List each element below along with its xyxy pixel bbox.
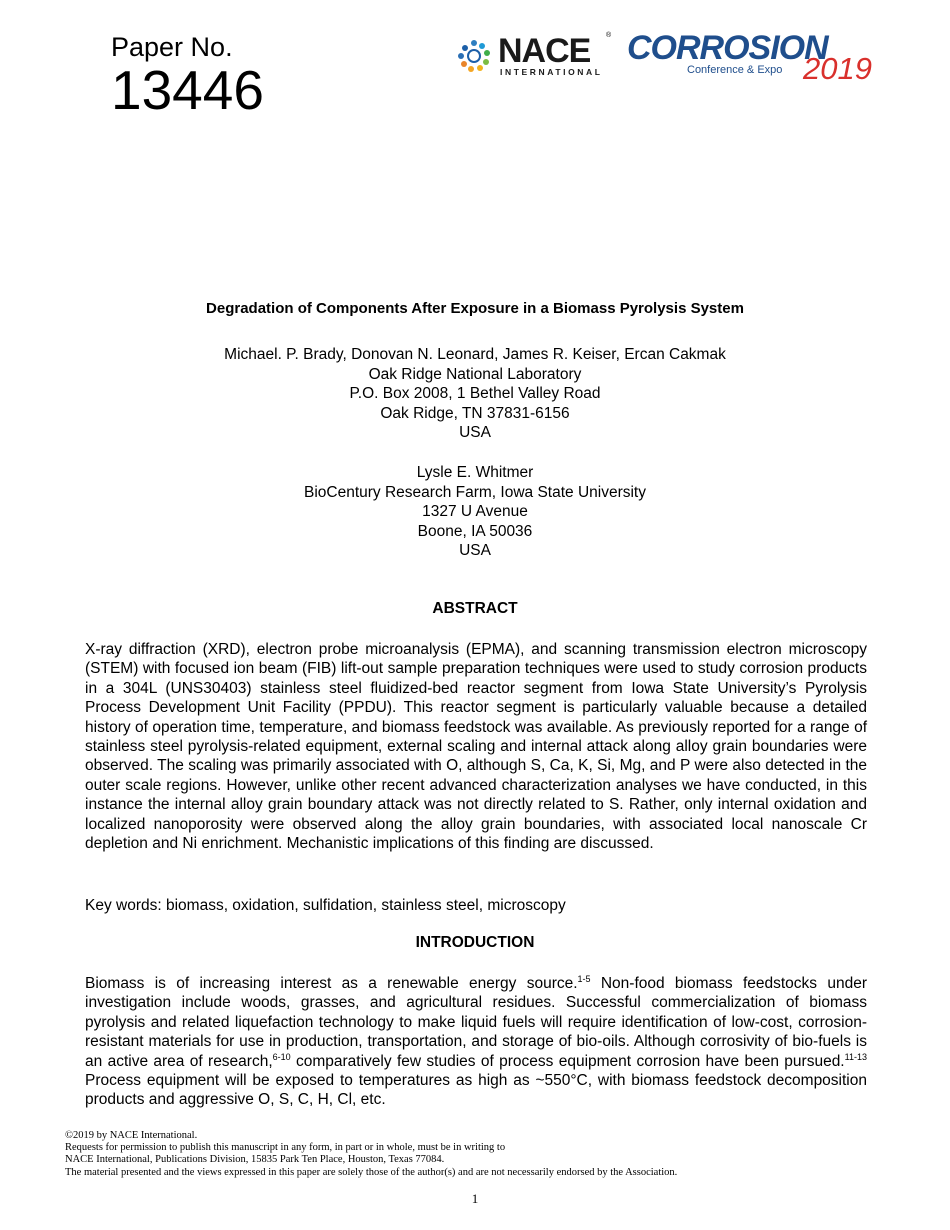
country-line: USA — [459, 542, 491, 560]
paper-number-label: Paper No. — [111, 32, 233, 62]
city-line: Boone, IA 50036 — [417, 522, 533, 540]
author-list: Lysle E. Whitmer — [416, 464, 534, 481]
disclaimer-line: The material presented and the views expressed in this paper are solely those of the author(s) and are not necessarily endorsed by the Association. — [65, 1166, 678, 1178]
registered-mark: ® — [606, 32, 612, 39]
corrosion-conference-logo — [627, 30, 882, 86]
page-number: 1 — [471, 1191, 479, 1206]
nace-emblem-icon — [454, 36, 494, 76]
author-list: Michael. P. Brady, Donovan N. Leonard, James R. Keiser, Ercan Cakmak — [224, 346, 726, 363]
citation: 1-5 — [577, 973, 591, 984]
intro-text: Biomass is of increasing interest as a renewable energy source. — [85, 975, 578, 992]
address-line: 1327 U Avenue — [422, 503, 528, 521]
nace-subtitle: INTERNATIONAL — [500, 67, 603, 77]
intro-text: comparatively few studies of process equipment corrosion have been pursued. — [290, 1052, 845, 1070]
intro-text: Non-food biomass feedstocks under investigation include woods, grasses, and agricultural residues. Successful commercialization of biomass pyrolysis and related liquefaction technology to make liquid fuels will require identification of low-cost, corrosion-resistant materials for use in production, transportation, and storage of bio-oils. Although corrosivity of bio-fuels is an active area of research, — [85, 975, 867, 1070]
copyright-line: ©2019 by NACE International. — [65, 1130, 198, 1141]
nace-logo — [454, 34, 619, 80]
permission-line: Requests for permission to publish this manuscript in any form, in part or in whole, must be in writing to — [65, 1142, 506, 1154]
abstract-heading: ABSTRACT — [432, 600, 518, 617]
organization: BioCentury Research Farm, Iowa State University — [304, 483, 646, 501]
copyright-footer — [65, 1130, 885, 1179]
country-line: USA — [459, 424, 491, 442]
nace-wordmark: NACE — [498, 32, 591, 70]
address-line: P.O. Box 2008, 1 Bethel Valley Road — [349, 385, 601, 403]
introduction-paragraph — [85, 974, 867, 1110]
paper-title: Degradation of Components After Exposure in a Biomass Pyrolysis System — [206, 300, 744, 317]
affiliation-ornl — [0, 345, 950, 443]
corrosion-wordmark: CORROSION — [627, 29, 828, 67]
publisher-address-line: NACE International, Publications Division, 15835 Park Ten Place, Houston, Texas 77084. — [65, 1154, 445, 1166]
paper-number: 13446 — [111, 59, 264, 121]
organization: Oak Ridge National Laboratory — [368, 365, 582, 383]
citation: 6-10 — [272, 1051, 291, 1062]
corrosion-subtitle: Conference & Expo — [687, 64, 783, 76]
affiliation-iowa-state — [0, 463, 950, 561]
keywords: Key words: biomass, oxidation, sulfidation, stainless steel, microscopy — [85, 897, 566, 914]
city-line: Oak Ridge, TN 37831-6156 — [380, 404, 570, 422]
intro-text: Process equipment will be exposed to temperatures as high as ~550°C, with biomass feedstock decomposition products and aggressive O, S, C, H, Cl, etc. — [85, 1072, 867, 1109]
abstract-text: X-ray diffraction (XRD), electron probe microanalysis (EPMA), and scanning transmission electron microscopy (STEM) with focused ion beam (FIB) lift-out sample preparation techniques were used to study corrosion products in a 304L (UNS30403) stainless steel fluidized-bed reactor segment from Iowa State University’s Pyrolysis Process Development Unit Facility (PPDU). This reactor segment is particularly valuable because a detailed history of operation time, temperature, and biomass feedstock was available. As previously reported for a range of stainless steel pyrolysis-related equipment, external scaling and internal attack along alloy grain boundaries were observed. The scaling was primarily associated with O, although S, Ca, K, Si, Mg, and P were also detected in the outer scale regions. However, unlike other recent advanced characterization analyses we have conducted, in this instance the internal alloy grain boundary attack was not directly related to S. Rather, only internal oxidation and localized nanoporosity were observed along the alloy grain boundaries, with associated local nanoscale Cr depletion and Ni enrichment. Mechanistic implications of this finding are discussed. — [85, 641, 867, 853]
corrosion-year: 2019 — [803, 51, 872, 86]
citation: 11-13 — [844, 1051, 867, 1062]
introduction-heading: INTRODUCTION — [415, 934, 535, 951]
